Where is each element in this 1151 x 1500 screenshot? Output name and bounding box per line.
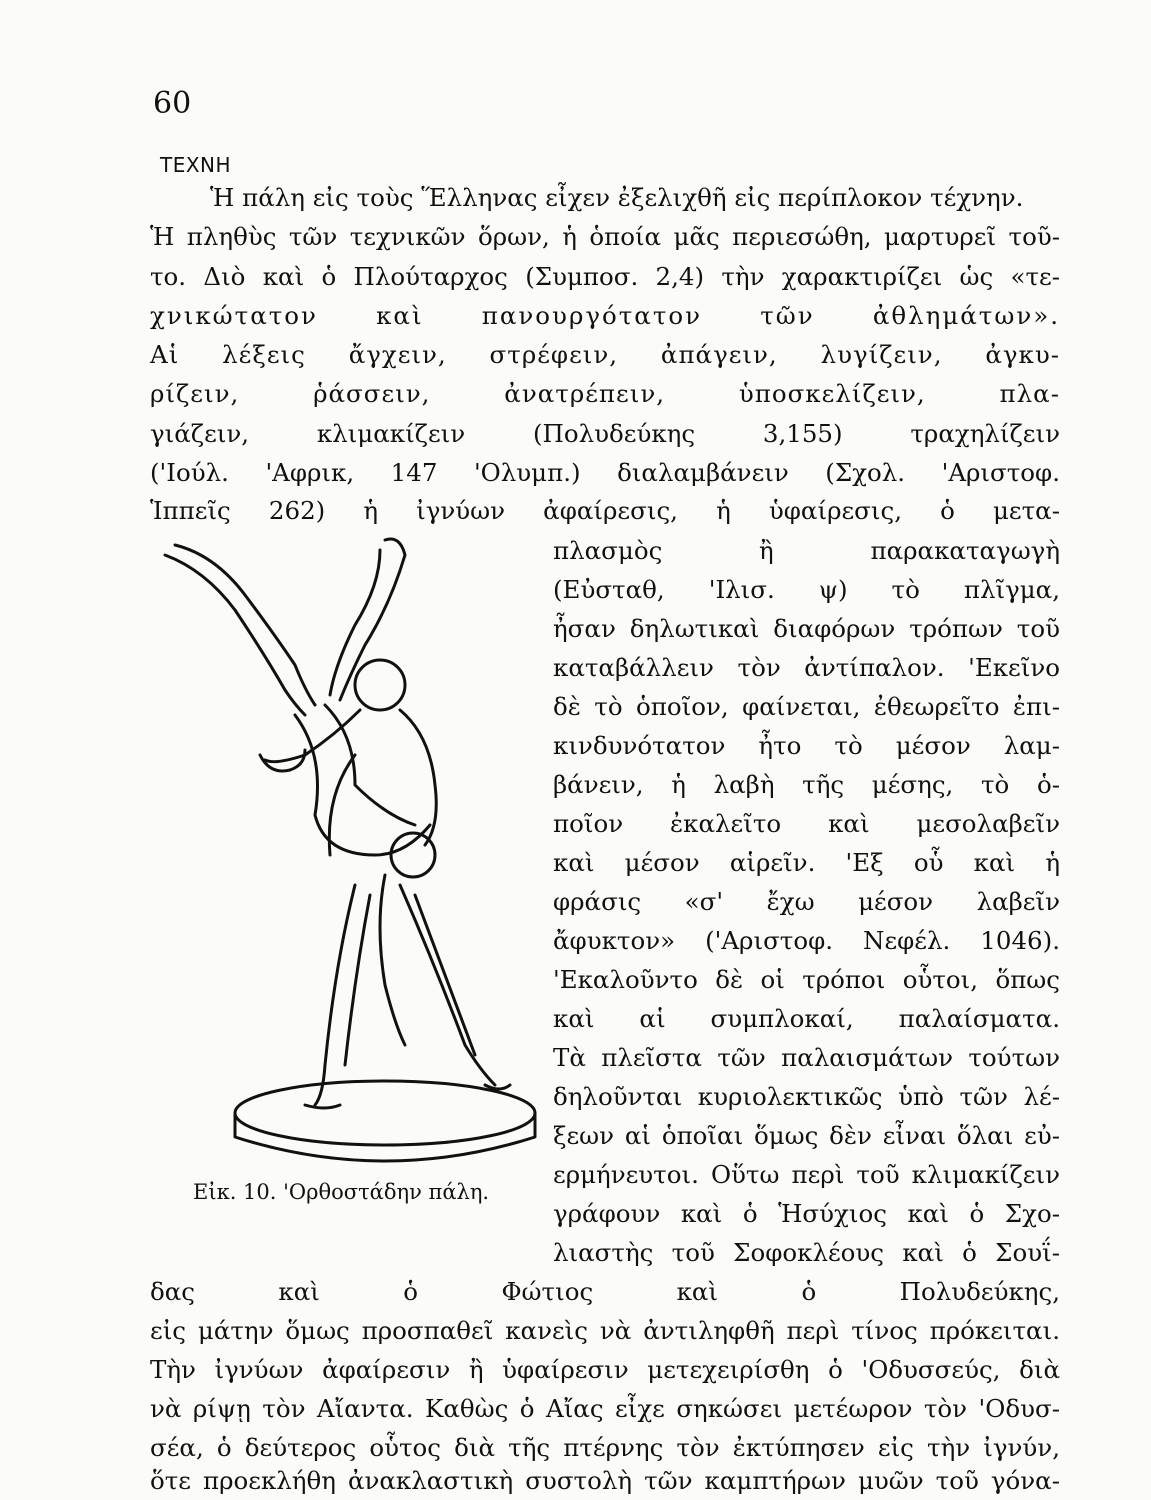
text-line: (Εὐσταθ, 'Ιλισ. ψ) τὸ πλῖγμα, — [553, 575, 1060, 604]
text-line: Ἡ πληθὺς τῶν τεχνικῶν ὅρων, ἡ ὁποία μᾶς περιεσώθη, μαρτυρεῖ τοῦ- — [150, 222, 1060, 251]
figure-caption: Εἰκ. 10. 'Ορθοστάδην πάλη. — [193, 1180, 490, 1204]
text-line: ἄφυκτον» ('Αριστοφ. Νεφέλ. 1046). — [553, 926, 1060, 955]
text-line: ὅτε προεκλήθη ἀνακλαστικὴ συστολὴ τῶν καμπτήρων μυῶν τοῦ γόνα- — [150, 1466, 1060, 1495]
text-line: καὶ αἱ συμπλοκαί, παλαίσματα. — [553, 1004, 1060, 1033]
text-line: καὶ μέσον αἱρεῖν. 'Εξ οὗ καὶ ἡ — [553, 848, 1060, 877]
text-line: γιάζειν, κλιμακίζειν (Πολυδεύκης 3,155) τραχηλίζειν — [150, 419, 1060, 448]
text-line: πλασμὸς ἢ παρακαταγωγὴ — [553, 536, 1060, 565]
text-line: Αἱ λέξεις ἄγχειν, στρέφειν, ἀπάγειν, λυγίζειν, ἀγκυ- — [150, 340, 1060, 369]
wrestlers-illustration — [155, 525, 545, 1190]
text-line: νὰ ρίψῃ τὸν Αἴαντα. Καθὼς ὁ Αἴας εἶχε σηκώσει μετέωρον τὸν 'Οδυσ- — [150, 1394, 1060, 1423]
page-number: 60 — [153, 86, 192, 121]
section-header: ΤΕΧΝΗ — [160, 153, 232, 177]
text-line: καταβάλλειν τὸν ἀντίπαλον. 'Εκεῖνο — [553, 653, 1060, 682]
text-line: το. Διὸ καὶ ὁ Πλούταρχος (Συμποσ. 2,4) τὴν χαρακτιρίζει ὡς «τε- — [150, 262, 1060, 291]
text-line: ερμήνευτοι. Οὕτω περὶ τοῦ κλιμακίζειν — [553, 1160, 1060, 1189]
text-line: Τὰ πλεῖστα τῶν παλαισμάτων τούτων — [553, 1043, 1060, 1072]
text-line: δὲ τὸ ὁποῖον, φαίνεται, ἐθεωρεῖτο ἐπι- — [553, 692, 1060, 721]
text-line: ἦσαν δηλωτικαὶ διαφόρων τρόπων τοῦ — [553, 614, 1060, 643]
text-line: φράσις «σ' ἔχω μέσον λαβεῖν — [553, 887, 1060, 916]
text-line: ξεων αἱ ὁποῖαι ὅμως δὲν εἶναι ὅλαι εὐ- — [553, 1121, 1060, 1150]
text-line: σέα, ὁ δεύτερος οὗτος διὰ τῆς πτέρνης τὸν ἐκτύπησεν εἰς τὴν ἰγνύν, — [150, 1433, 1060, 1462]
text-line: βάνειν, ἡ λαβὴ τῆς μέσης, τὸ ὁ- — [553, 770, 1060, 799]
text-line: ρίζειν, ῥάσσειν, ἀνατρέπειν, ὑποσκελίζειν, πλα- — [150, 379, 1060, 408]
text-line: κινδυνότατον ἦτο τὸ μέσον λαμ- — [553, 731, 1060, 760]
text-line: γράφουν καὶ ὁ Ἡσύχιος καὶ ὁ Σχο- — [553, 1199, 1060, 1228]
text-line: Τὴν ἰγνύων ἀφαίρεσιν ἢ ὑφαίρεσιν μετεχειρίσθη ὁ 'Οδυσσεύς, διὰ — [150, 1355, 1060, 1384]
text-line: Ἡ πάλη εἰς τοὺς Ἕλληνας εἶχεν ἐξελιχθῆ εἰς περίπλοκον τέχνην. — [210, 183, 1024, 212]
text-line: δας καὶ ὁ Φώτιος καὶ ὁ Πολυδεύκης, — [150, 1277, 1060, 1306]
text-line: Ἱππεῖς 262) ἡ ἰγνύων ἀφαίρεσις, ἡ ὑφαίρεσις, ὁ μετα- — [150, 496, 1060, 525]
wrestlers-drawing — [155, 525, 545, 1190]
text-line: ('Ιούλ. 'Αφρικ, 147 'Ολυμπ.) διαλαμβάνειν (Σχολ. 'Αριστοφ. — [150, 458, 1060, 487]
text-line: χνικώτατον καὶ πανουργότατον τῶν ἀθλημάτων». — [150, 301, 1060, 330]
text-line: 'Εκαλοῦντο δὲ οἱ τρόποι οὗτοι, ὅπως — [553, 965, 1060, 994]
text-line: εἰς μάτην ὅμως προσπαθεῖ κανεὶς νὰ ἀντιληφθῆ περὶ τίνος πρόκειται. — [150, 1316, 1060, 1345]
text-line: λιαστὴς τοῦ Σοφοκλέους καὶ ὁ Σουΐ- — [553, 1238, 1060, 1267]
text-line: δηλοῦνται κυριολεκτικῶς ὑπὸ τῶν λέ- — [553, 1082, 1060, 1111]
text-line: ποῖον ἐκαλεῖτο καὶ μεσολαβεῖν — [553, 809, 1060, 838]
